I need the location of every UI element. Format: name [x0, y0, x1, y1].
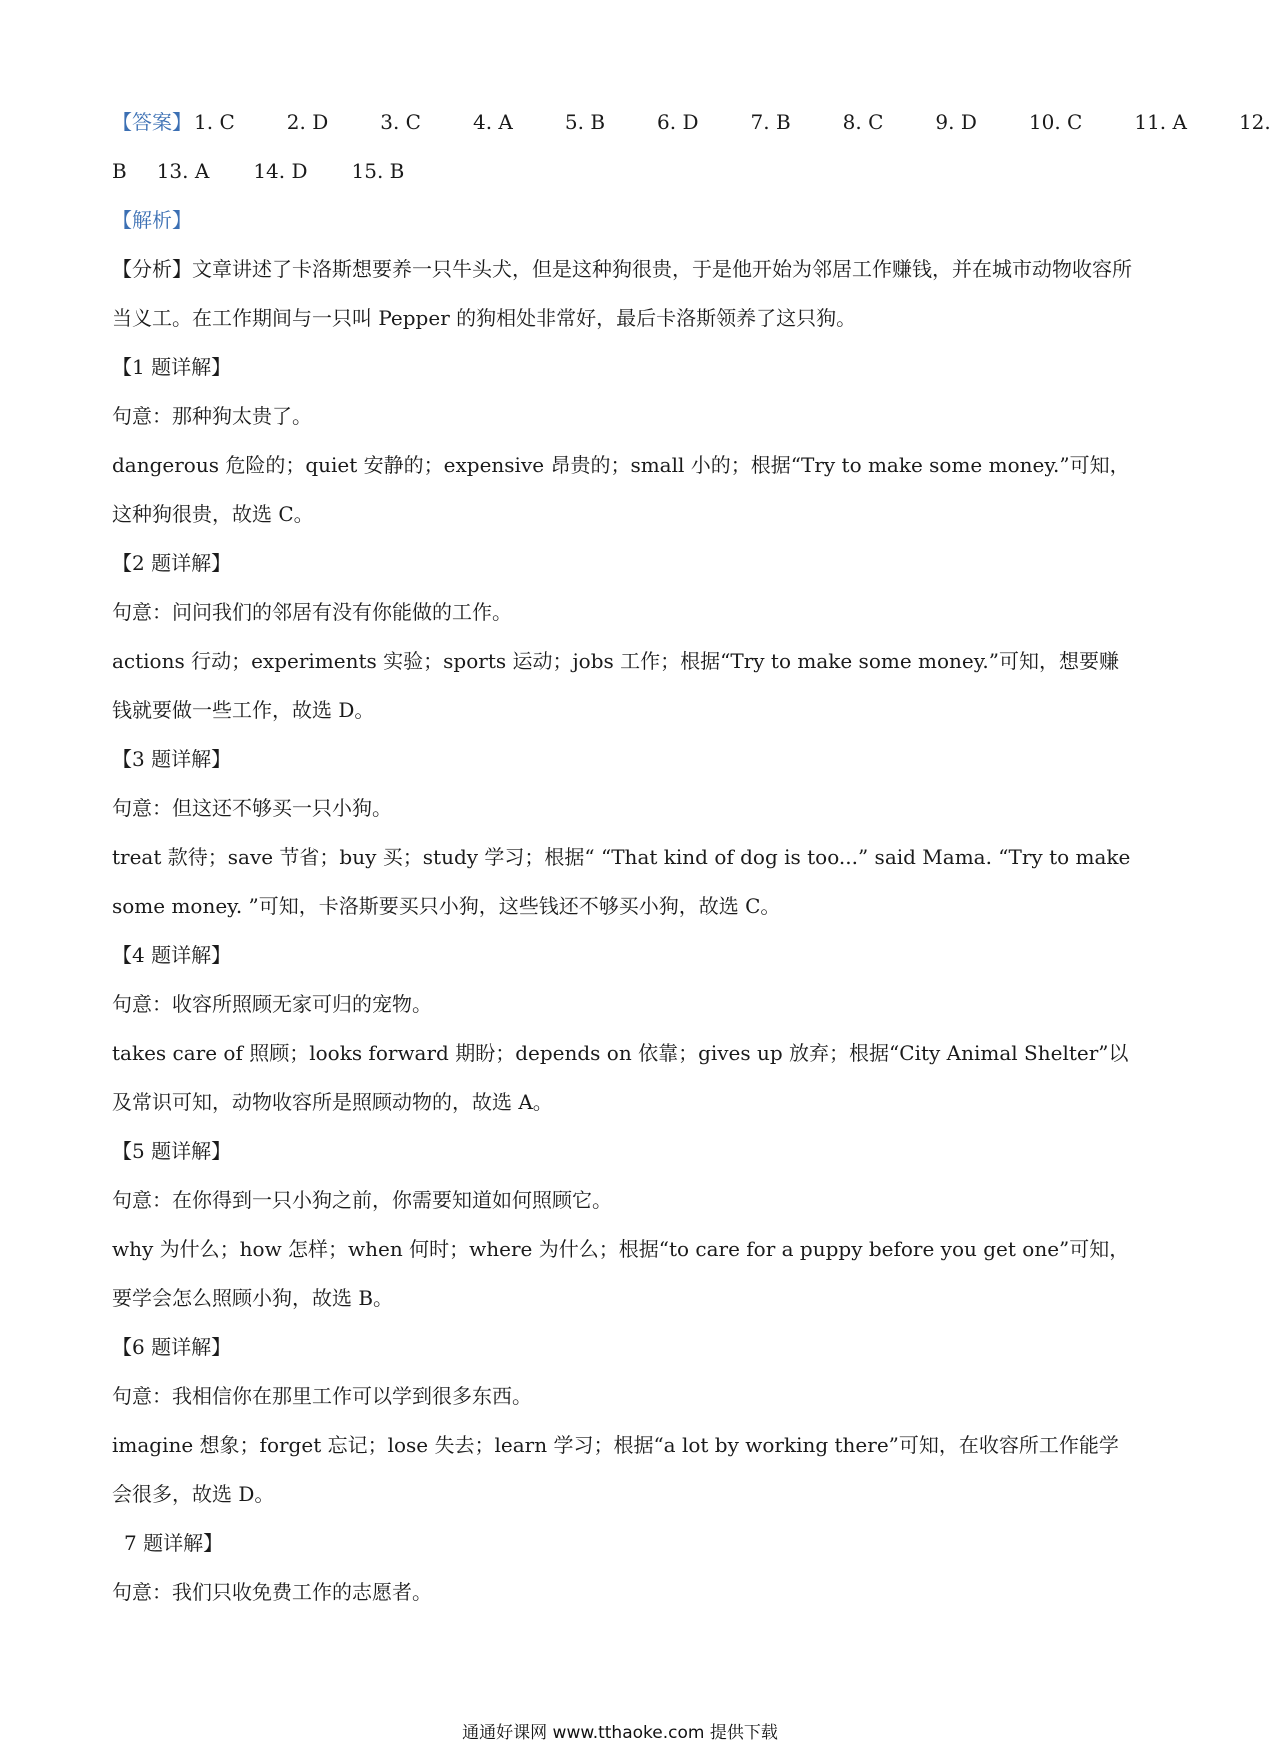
answer-item: 9. D: [935, 110, 977, 134]
answer-item: 13. A: [156, 159, 210, 183]
answer-item: 7. B: [750, 110, 791, 134]
question-block-6: [112, 1323, 1132, 1519]
question-block-2: [112, 539, 1132, 735]
answer-item: 8. C: [842, 110, 884, 134]
question-meaning: 句意：那种狗太贵了。: [112, 404, 312, 428]
question-heading: 【2 题详解】: [112, 551, 232, 575]
question-explanation: takes care of 照顾；looks forward 期盼；depends on 依靠；gives up 放弃；根据“City Animal Shelter”以及常识可知，动物收容所是照顾动物的，故选 A。: [112, 1041, 1129, 1114]
question-heading: 【6 题详解】: [112, 1335, 232, 1359]
question-meaning: 句意：问问我们的邻居有没有你能做的工作。: [112, 600, 512, 624]
answer-item: 4. A: [472, 110, 513, 134]
answer-item: 11. A: [1134, 110, 1187, 134]
question-block-4: [112, 931, 1132, 1127]
answer-item: 10. C: [1028, 110, 1083, 134]
question-block-3: [112, 735, 1132, 931]
question-explanation: why 为什么；how 怎样；when 何时；where 为什么；根据“to care for a puppy before you get one”可知，要学会怎么照顾小狗，故选 B。: [112, 1237, 1130, 1310]
question-heading: 【5 题详解】: [112, 1139, 232, 1163]
answer-item: 6. D: [657, 110, 699, 134]
answer-item: 15. B: [351, 159, 405, 183]
question-heading: 【3 题详解】: [112, 747, 232, 771]
question-heading: 【4 题详解】: [112, 943, 232, 967]
answer-label: 【答案】: [112, 110, 192, 134]
question-heading: 7 题详解】: [124, 1531, 224, 1555]
answer-row-2: [112, 147, 1132, 196]
answer-item: 14. D: [253, 159, 308, 183]
question-meaning: 句意：我们只收免费工作的志愿者。: [112, 1580, 432, 1604]
question-meaning: 句意：但这还不够买一只小狗。: [112, 796, 392, 820]
summary-paragraph: 【分析】文章讲述了卡洛斯想要养一只牛头犬，但是这种狗很贵，于是他开始为邻居工作赚钱，并在城市动物收容所当义工。在工作期间与一只叫 Pepper 的狗相处非常好，最后卡洛斯领养了这只狗。: [112, 257, 1132, 330]
question-explanation: treat 款待；save 节省；buy 买；study 学习；根据“ “That kind of dog is too...” said Mama. “Try to make some money. ”可知，卡洛斯要买只小狗，这些钱还不够买小狗，故选 C。: [112, 845, 1131, 918]
answer-item: 1. C: [194, 110, 235, 134]
question-meaning: 句意：收容所照顾无家可归的宠物。: [112, 992, 432, 1016]
question-block-7: [112, 1519, 1132, 1617]
question-meaning: 句意：在你得到一只小狗之前，你需要知道如何照顾它。: [112, 1188, 612, 1212]
question-explanation: dangerous 危险的；quiet 安静的；expensive 昂贵的；small 小的；根据“Try to make some money.”可知，这种狗很贵，故选 C。: [112, 453, 1130, 526]
answer-row-1: [112, 98, 1271, 147]
question-block-5: [112, 1127, 1132, 1323]
page-footer: 通通好课网 www.tthaoke.com 提供下载: [462, 1723, 778, 1743]
document-body: [112, 98, 1271, 1617]
answer-item: 2. D: [286, 110, 329, 134]
question-heading: 【1 题详解】: [112, 355, 232, 379]
question-block-1: [112, 343, 1132, 539]
analysis-label: 【解析】: [112, 208, 192, 232]
question-explanation: imagine 想象；forget 忘记；lose 失去；learn 学习；根据“a lot by working there”可知，在收容所工作能学会很多，故选 D。: [112, 1433, 1119, 1506]
question-meaning: 句意：我相信你在那里工作可以学到很多东西。: [112, 1384, 532, 1408]
answer-item: 5. B: [564, 110, 606, 134]
answer-item: 3. C: [380, 110, 421, 134]
answer-item: B: [112, 159, 127, 183]
question-explanation: actions 行动；experiments 实验；sports 运动；jobs 工作；根据“Try to make some money.”可知，想要赚钱就要做一些工作，故选 D。: [112, 649, 1119, 722]
answer-item: 12.: [1238, 110, 1271, 134]
